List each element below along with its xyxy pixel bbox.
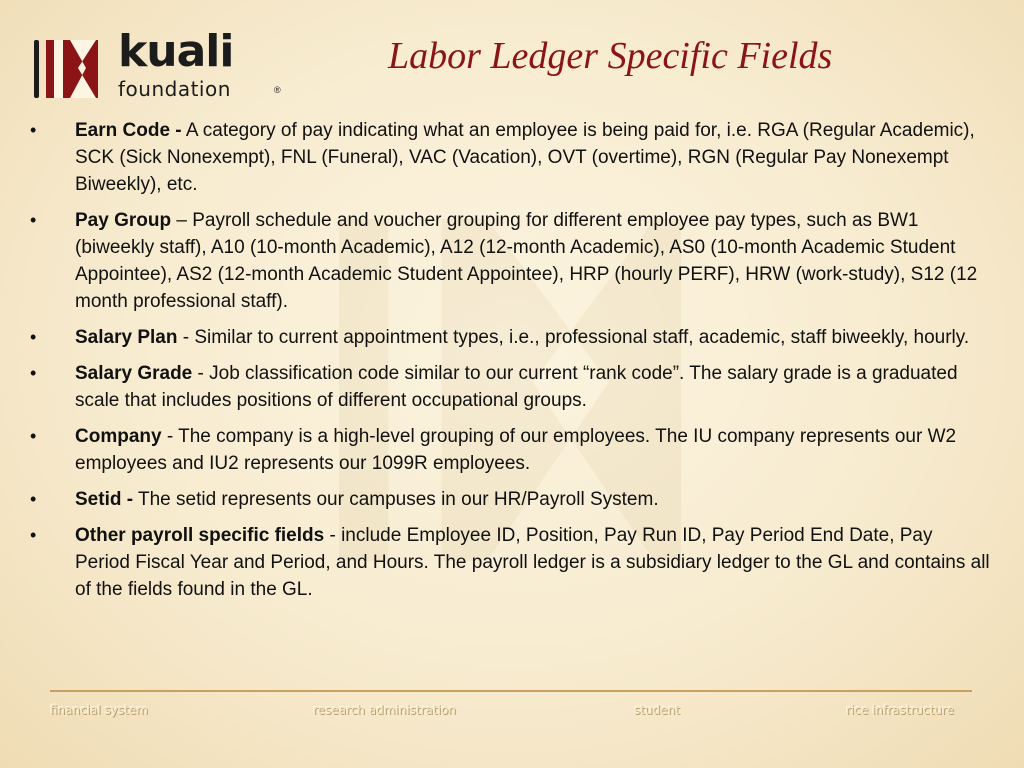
bullet-list xyxy=(30,117,990,612)
bullet-term: Pay Group xyxy=(75,210,172,231)
slide-title: Labor Ledger Specific Fields xyxy=(388,35,833,77)
footer-rice-infrastructure: rice infrastructure xyxy=(846,703,954,717)
bullet-item xyxy=(30,522,990,603)
bullet-dot-icon: • xyxy=(30,363,37,383)
bullet-term: Setid - xyxy=(75,489,134,510)
bullet-item xyxy=(30,423,990,477)
logo-wordmark: kuali xyxy=(118,26,234,77)
footer-student: student xyxy=(634,703,680,717)
footer-research-administration: research administration xyxy=(313,703,456,717)
bullet-text: - include Employee ID, Position, Pay Run ID, Pay Period End Date, Pay Period Fiscal Year and Period, and Hours. The payroll ledger is a subsidiary ledger to the GL and contains all of the fields found in the GL. xyxy=(75,525,990,600)
bullet-dot-icon: • xyxy=(30,210,37,230)
bullet-text: - Job classification code similar to our current “rank code”. The salary grade is a graduated scale that includes positions of different occupational groups. xyxy=(75,363,958,411)
bullet-item xyxy=(30,207,990,315)
kuali-foundation-logo xyxy=(34,26,284,106)
bullet-term: Earn Code - xyxy=(75,120,182,141)
bullet-text: - The company is a high-level grouping of our employees. The IU company represents our W2 employees and IU2 represents our 1099R employees. xyxy=(75,426,957,474)
bullet-term: Other payroll specific fields xyxy=(75,525,325,546)
bullet-term: Company xyxy=(75,426,162,447)
bullet-term: Salary Plan xyxy=(75,327,178,348)
footer-financial-system: financial system xyxy=(50,703,148,717)
kuali-k-icon xyxy=(34,36,106,100)
bullet-item xyxy=(30,486,990,513)
bullet-dot-icon: • xyxy=(30,426,37,446)
bullet-text: A category of pay indicating what an employee is being paid for, i.e. RGA (Regular Academic), SCK (Sick Nonexempt), FNL (Funeral), VAC (Vacation), OVT (overtime), RGN (Regular Pay Nonexempt Biweekly), etc. xyxy=(75,120,975,195)
bullet-dot-icon: • xyxy=(30,327,37,347)
bullet-item xyxy=(30,117,990,198)
bullet-text: – Payroll schedule and voucher grouping for different employee pay types, such as BW1 (biweekly staff), A10 (10-month Academic), A12 (12-month Academic), AS0 (10-month Academic Student Appointee), AS2 (12-month Academic Student Appointee), HRP (hourly PERF), HRW (work-study), S12 (12 month professional staff). xyxy=(75,210,978,312)
bullet-dot-icon: • xyxy=(30,489,37,509)
bullet-text: The setid represents our campuses in our HR/Payroll System. xyxy=(133,489,659,510)
registered-mark: ® xyxy=(274,85,281,95)
bullet-dot-icon: • xyxy=(30,120,37,140)
footer-divider xyxy=(50,690,972,692)
bullet-item xyxy=(30,324,990,351)
bullet-item xyxy=(30,360,990,414)
bullet-text: - Similar to current appointment types, i.e., professional staff, academic, staff biweekly, hourly. xyxy=(177,327,970,348)
bullet-term: Salary Grade xyxy=(75,363,193,384)
bullet-dot-icon: • xyxy=(30,525,37,545)
logo-subtitle: foundation xyxy=(118,77,231,101)
